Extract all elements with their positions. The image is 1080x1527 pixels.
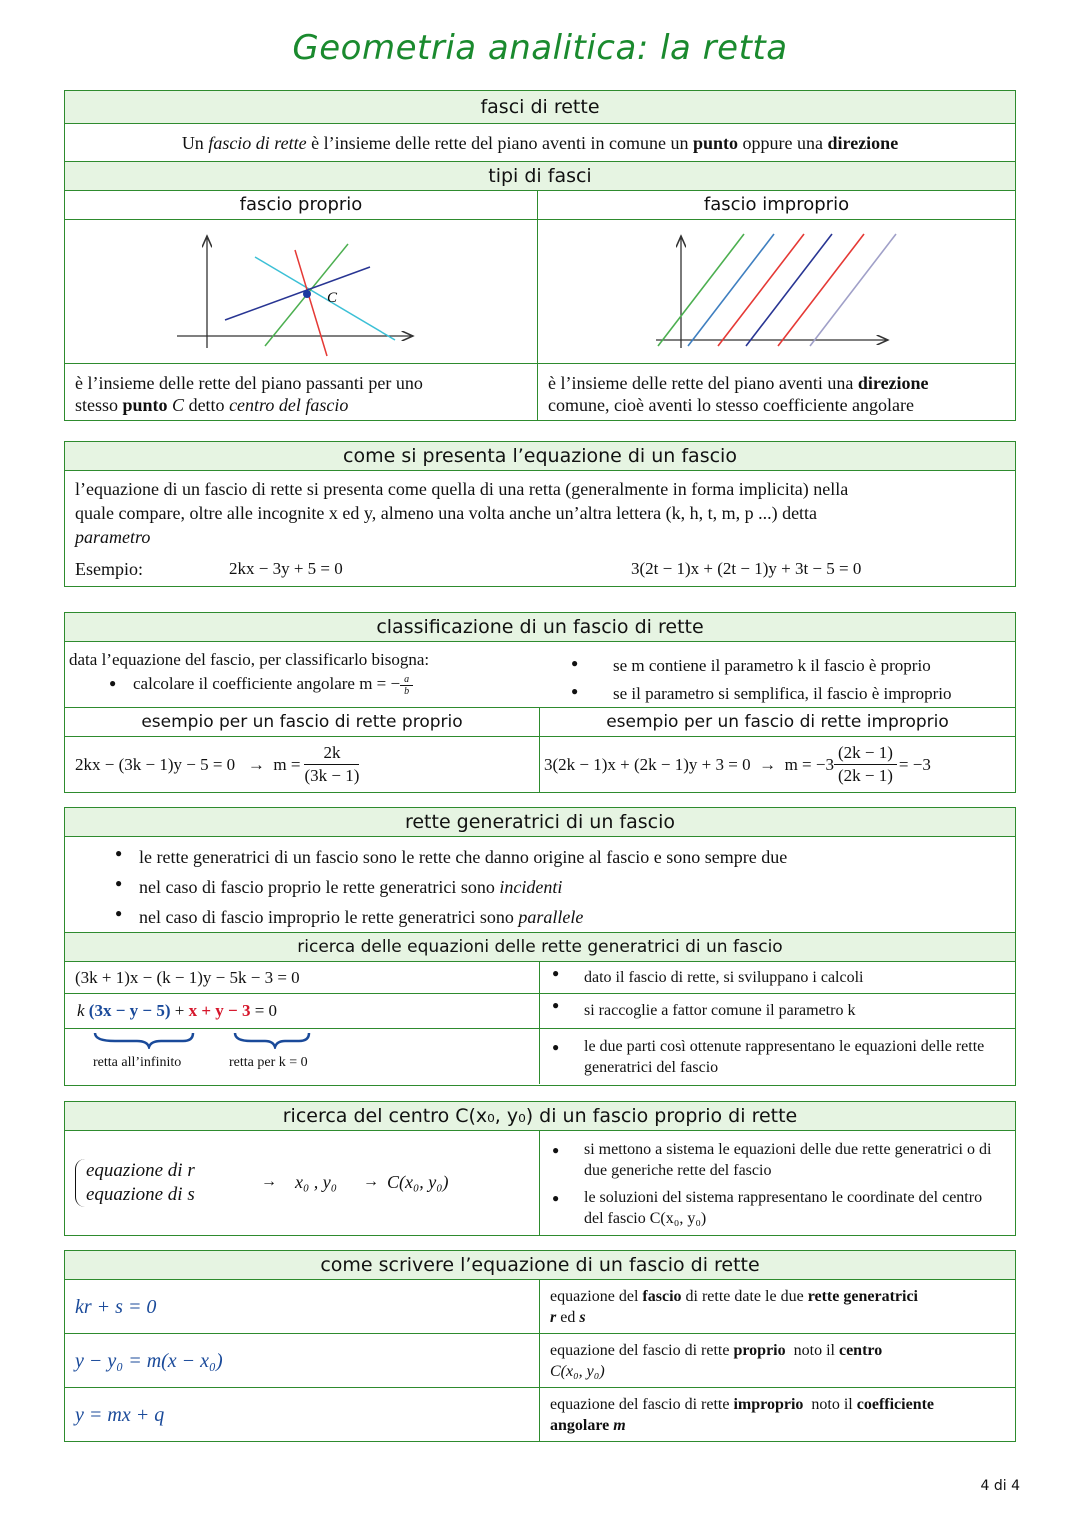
list-item bbox=[109, 902, 1015, 932]
list-item: ● se il parametro si semplifica, il fascio è improprio bbox=[565, 680, 1015, 708]
text: direzione bbox=[827, 133, 899, 153]
braces bbox=[65, 1029, 540, 1049]
parallel-line-6 bbox=[810, 234, 896, 346]
text: è l’insieme delle rette del piano aventi una bbox=[548, 373, 858, 393]
improprio-description bbox=[538, 364, 1015, 421]
text: noto il bbox=[803, 1396, 857, 1413]
text: calcolare il coefficiente angolare m = − bbox=[133, 674, 401, 693]
equation-2 bbox=[65, 994, 539, 1029]
text: improprio bbox=[733, 1396, 804, 1413]
text: (2k − 1) bbox=[837, 766, 893, 785]
text: = 0 bbox=[250, 1001, 278, 1020]
text: oppure una bbox=[738, 133, 828, 153]
list-item bbox=[103, 672, 551, 697]
text: rette generatrici bbox=[807, 1288, 918, 1305]
text: quale compare, oltre alle incognite x ed y, almeno una volta anche un’altra lettera (k, h, t, m, p ...) detta bbox=[75, 503, 818, 523]
text: l’equazione di un fascio di rette si presenta come quella di una retta (generalmente in forma implicita) nella bbox=[75, 479, 849, 499]
types-subheaders bbox=[65, 191, 1015, 220]
text: + bbox=[170, 1001, 189, 1020]
ex-proprio bbox=[65, 737, 540, 792]
fasci-section bbox=[64, 90, 1016, 421]
text: (3k − 1) bbox=[304, 766, 360, 785]
text: nel caso di fascio improprio le rette generatrici sono bbox=[139, 907, 519, 927]
text: fascio di rette bbox=[208, 133, 307, 153]
section-header: ricerca del centro C(x₀, y₀) di un fascio proprio di rette bbox=[65, 1102, 1015, 1131]
text: 2kx − (3k − 1)y − 5 = 0 → m = bbox=[75, 754, 301, 774]
coords: x₀ , y₀ bbox=[295, 1172, 337, 1192]
example-2: 3(2t − 1)x + (2t − 1)y + 3t − 5 = 0 bbox=[631, 559, 862, 578]
center-point bbox=[303, 290, 311, 298]
text: ed bbox=[556, 1309, 580, 1326]
text: (2k − 1) bbox=[834, 742, 897, 765]
fascio-improprio-diagram bbox=[538, 220, 1015, 364]
list-item: ● dato il fascio di rette, si sviluppano i calcoli bbox=[546, 962, 1015, 993]
text: punto bbox=[693, 133, 739, 153]
text: incidenti bbox=[499, 877, 563, 897]
center-label: C bbox=[327, 290, 338, 306]
equation-point-slope: y − y₀ = m(x − x₀) bbox=[65, 1334, 540, 1387]
proprio-header: fascio proprio bbox=[65, 191, 538, 219]
centro-left bbox=[65, 1131, 540, 1235]
text: noto il bbox=[785, 1342, 839, 1359]
text: s bbox=[579, 1309, 586, 1326]
text: equazione del fascio di rette bbox=[550, 1396, 734, 1413]
text: m bbox=[613, 1417, 626, 1434]
parallel-line-4 bbox=[746, 234, 832, 346]
classificazione-rules bbox=[65, 642, 1015, 708]
text: data l’equazione del fascio, per classificarlo bisogna: bbox=[69, 650, 430, 669]
ex-improprio bbox=[540, 737, 1015, 792]
arrow: → bbox=[261, 1173, 277, 1190]
brace-blue bbox=[95, 1033, 193, 1047]
scrivere-row-3 bbox=[65, 1388, 1015, 1442]
desc-1 bbox=[540, 1280, 1015, 1333]
text: parallele bbox=[518, 907, 584, 927]
list-item: ● si raccoglie a fattor comune il parametro k bbox=[546, 994, 1015, 1028]
scrivere-row-1 bbox=[65, 1280, 1015, 1334]
classificazione-section bbox=[64, 612, 1016, 793]
list-item bbox=[109, 872, 1015, 902]
text: 3(2k − 1)x + (2k − 1)y + 3 = 0 → m = −3 bbox=[544, 754, 834, 774]
text: fascio bbox=[642, 1288, 682, 1305]
rules-left bbox=[65, 642, 555, 707]
brace-red bbox=[235, 1033, 309, 1047]
text: Un bbox=[181, 133, 209, 153]
centro-section bbox=[64, 1101, 1016, 1236]
section-header: come scrivere l’equazione di un fascio di rette bbox=[65, 1251, 1015, 1280]
scrivere-section bbox=[64, 1250, 1016, 1442]
ricerca-left bbox=[65, 962, 540, 1084]
equazione-body bbox=[65, 471, 1015, 589]
text: parametro bbox=[75, 527, 151, 547]
ricerca-right bbox=[540, 962, 1015, 1084]
ex-improprio-header: esempio per un fascio di rette improprio bbox=[606, 712, 949, 732]
proprio-description bbox=[65, 364, 538, 421]
ricerca-body bbox=[65, 962, 1015, 1084]
improprio-diagram-cell bbox=[538, 220, 1015, 363]
ricerca-header: ricerca delle equazioni delle rette generatrici di un fascio bbox=[65, 933, 1015, 962]
text: di rette date le due bbox=[681, 1288, 808, 1305]
text: r bbox=[550, 1309, 557, 1326]
equation-kr-s: kr + s = 0 bbox=[65, 1280, 540, 1333]
example-1: 2kx − 3y + 5 = 0 bbox=[229, 559, 343, 578]
text: x + y − 3 bbox=[188, 1001, 251, 1020]
text: C bbox=[167, 395, 185, 415]
text: b bbox=[404, 685, 410, 697]
list-item: ● le soluzioni del sistema rappresentano le coordinate del centro del fascio C(x₀, y₀) bbox=[546, 1187, 995, 1229]
text: a bbox=[400, 674, 413, 686]
generatrici-bullets bbox=[65, 837, 1015, 933]
text: direzione bbox=[857, 373, 929, 393]
page-number: 4 di 4 bbox=[980, 1478, 1020, 1494]
list-item: ● se m contiene il parametro k il fascio è proprio bbox=[565, 652, 1015, 680]
proprio-diagram-cell bbox=[65, 220, 538, 363]
text: è l’insieme delle rette del piano aventi in comune un bbox=[306, 133, 694, 153]
examples-headers bbox=[65, 708, 1015, 737]
ex-proprio-header: esempio per un fascio di rette proprio bbox=[65, 708, 540, 736]
section-header: classificazione di un fascio di rette bbox=[65, 613, 1015, 642]
text: = −3 bbox=[898, 754, 931, 774]
list-item: ● le rette generatrici di un fascio sono le rette che danno origine al fascio e sono sempre due bbox=[109, 842, 1015, 872]
list-item: ● le due parti così ottenute rappresentano le equazioni delle rette generatrici del fascio bbox=[546, 1036, 999, 1078]
system bbox=[75, 1159, 195, 1207]
label-retta-infinito: retta all’infinito bbox=[93, 1055, 182, 1070]
text: equazione di s bbox=[86, 1184, 195, 1205]
text: detto bbox=[184, 395, 230, 415]
scrivere-row-2 bbox=[65, 1334, 1015, 1388]
text: equazione di r bbox=[86, 1160, 195, 1181]
arrow: → bbox=[363, 1173, 379, 1190]
text: equazione del bbox=[550, 1288, 643, 1305]
types-header: tipi di fasci bbox=[65, 162, 1015, 191]
text: centro bbox=[838, 1342, 883, 1359]
text: comune, cioè aventi lo stesso coefficiente angolare bbox=[548, 395, 915, 415]
text: è l’insieme delle rette del piano passanti per uno bbox=[75, 373, 423, 393]
desc-3 bbox=[540, 1388, 1015, 1442]
definition-row bbox=[65, 124, 1015, 162]
fascio-proprio-diagram bbox=[65, 220, 538, 364]
equation-1: (3k + 1)x − (k − 1)y − 5k − 3 = 0 bbox=[65, 962, 539, 994]
diagrams-row bbox=[65, 220, 1015, 364]
section-header: fasci di rette bbox=[65, 91, 1015, 124]
section-header: rette generatrici di un fascio bbox=[65, 808, 1015, 837]
centro-body bbox=[65, 1131, 1015, 1235]
center-point: C(x₀, y₀) bbox=[387, 1172, 449, 1192]
descriptions-row bbox=[65, 364, 1015, 421]
text: angolare bbox=[550, 1417, 614, 1434]
line-cyan bbox=[255, 257, 395, 340]
list-item: ● si mettono a sistema le equazioni delle due rette generatrici o di due generiche rette del fascio bbox=[546, 1139, 995, 1181]
page-title: Geometria analitica: la retta bbox=[292, 28, 788, 68]
text: nel caso di fascio proprio le rette generatrici sono bbox=[139, 877, 500, 897]
text: k bbox=[77, 1001, 89, 1020]
label-retta-k0: retta per k = 0 bbox=[229, 1055, 308, 1070]
text: centro del fascio bbox=[229, 395, 349, 415]
improprio-header: fascio improprio bbox=[703, 194, 850, 215]
text: stesso bbox=[75, 395, 123, 415]
example-label: Esempio: bbox=[75, 559, 143, 579]
text: punto bbox=[122, 395, 168, 415]
desc-2 bbox=[540, 1334, 1015, 1387]
rules-right bbox=[555, 642, 1015, 707]
text: proprio bbox=[733, 1342, 786, 1359]
equation-slope-intercept: y = mx + q bbox=[65, 1388, 540, 1442]
generatrici-section bbox=[64, 807, 1016, 1086]
equazione-section bbox=[64, 441, 1016, 587]
text: C(x₀, y₀) bbox=[550, 1363, 605, 1380]
text: coefficiente bbox=[856, 1396, 935, 1413]
text: equazione del fascio di rette bbox=[550, 1342, 734, 1359]
centro-right bbox=[540, 1131, 1015, 1235]
text: 2k bbox=[304, 742, 359, 765]
section-header: come si presenta l’equazione di un fascio bbox=[65, 442, 1015, 471]
examples-row bbox=[65, 737, 1015, 792]
text: (3x − y − 5) bbox=[88, 1001, 171, 1020]
